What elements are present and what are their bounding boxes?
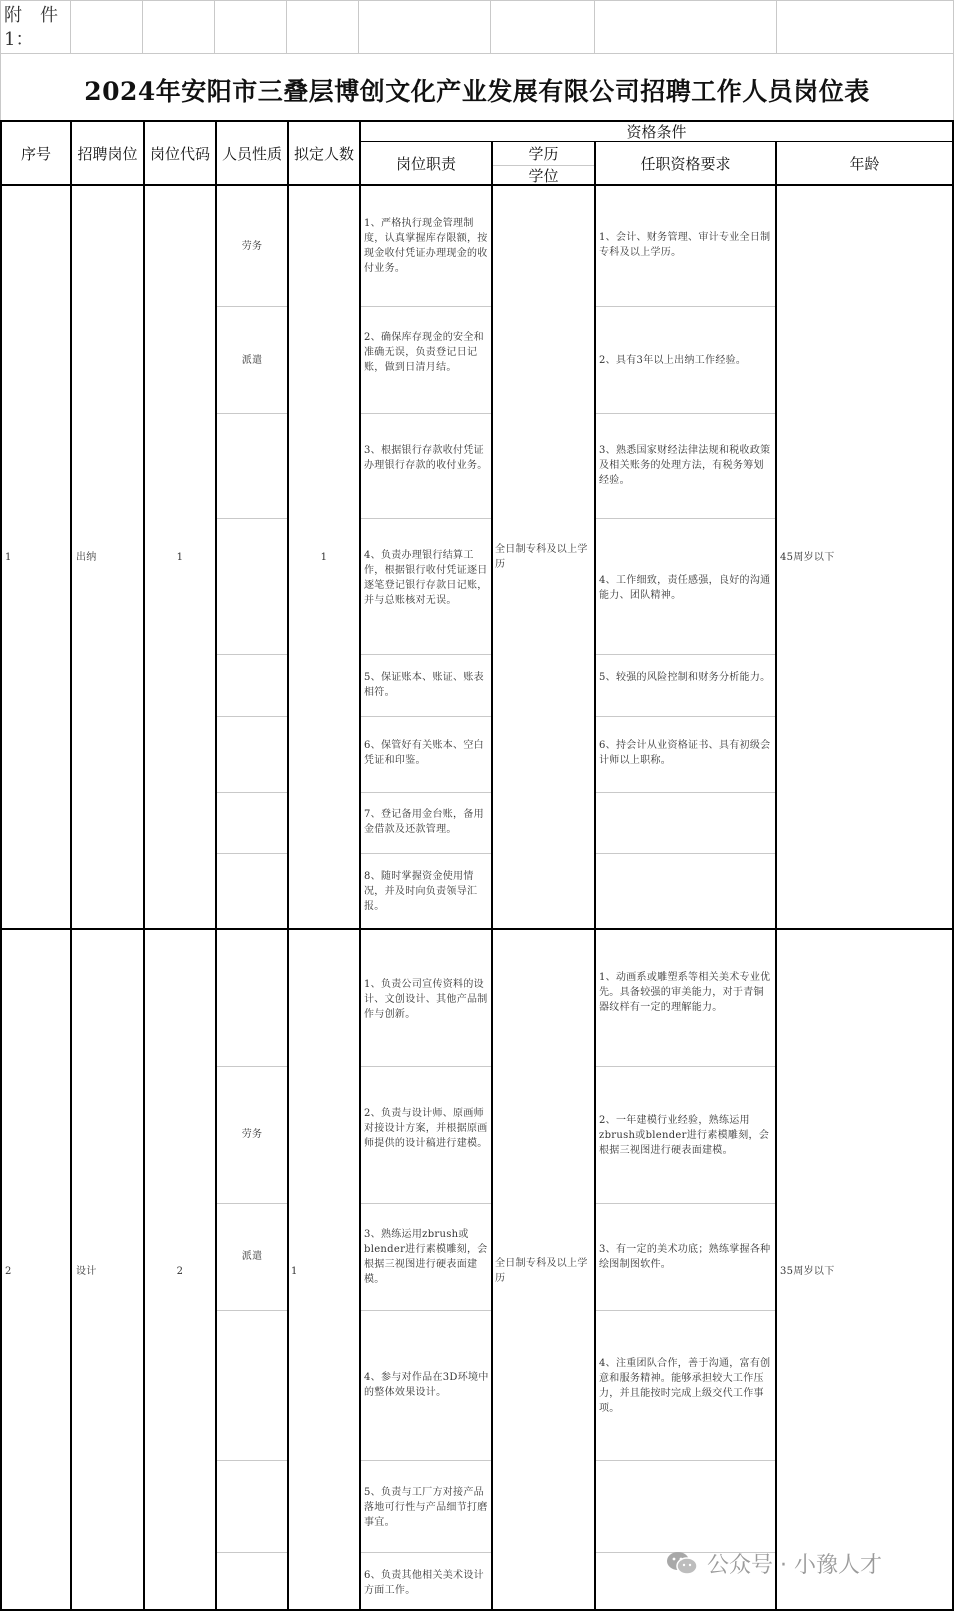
row1-req-5: 5、较强的风险控制和财务分析能力。 — [599, 672, 771, 683]
row1-nature-2: 派遣 — [241, 355, 263, 366]
row2-req-1: 1、动画系或雕塑系等相关美术专业优先。具备较强的审美能力，对于青铜器纹样有一定的理解能力。 — [599, 972, 771, 1013]
header-edu-line1: 学历 — [528, 145, 559, 163]
row1-position: 出纳 — [76, 552, 97, 563]
row1-duty-8: 8、随时掌握资金使用情况，并及时向负责领导汇报。 — [364, 871, 478, 912]
header-duties: 岗位职责 — [395, 154, 456, 173]
row1-nature-1: 劳务 — [241, 241, 263, 252]
header-qualification: 资格条件 — [626, 123, 687, 141]
row2-position: 设计 — [76, 1266, 97, 1277]
row1-age: 45周岁以下 — [780, 552, 835, 563]
row1-req-6: 6、持会计从业资格证书、具有初级会计师以上职称。 — [599, 740, 771, 766]
row2-duty-3: 3、熟练运用zbrush或blender进行素模雕刻，会根据三视图进行硬表面建模。 — [364, 1229, 488, 1285]
row2-req-2: 2、一年建模行业经验，熟练运用zbrush或blender进行素模雕刻，会根据三视图进行硬表面建模。 — [599, 1115, 770, 1156]
row2-duty-1: 1、负责公司宣传资料的设计、文创设计、其他产品制作与创新。 — [364, 979, 488, 1020]
row1-duty-1: 1、严格执行现金管理制度，认真掌握库存限额，按现金收付凭证办理现金的收付业务。 — [364, 218, 488, 274]
row2-req-3: 3、有一定的美术功底；熟练掌握各种绘图制图软件。 — [599, 1244, 771, 1270]
header-age: 年龄 — [849, 154, 880, 173]
watermark — [665, 1545, 882, 1581]
watermark-text: 公众号 · 小豫人才 — [707, 1552, 882, 1578]
header-seq: 序号 — [20, 144, 51, 163]
row2-duty-6: 6、负责其他相关美术设计方面工作。 — [364, 1570, 484, 1596]
page-title: 2024年安阳市三叠层博创文化产业发展有限公司招聘工作人员岗位表 — [84, 77, 870, 106]
header-requirements: 任职资格要求 — [640, 154, 731, 173]
row2-age: 35周岁以下 — [780, 1266, 835, 1277]
header-nature: 人员性质 — [221, 144, 282, 163]
row1-duty-3: 3、根据银行存款收付凭证办理银行存款的收付业务。 — [364, 445, 488, 471]
row1-req-4: 4、工作细致，责任感强，良好的沟通能力、团队精神。 — [599, 575, 771, 601]
attachment-label-line2: 1： — [4, 29, 34, 50]
header-count: 拟定人数 — [293, 144, 354, 163]
row2-nature-2: 派遣 — [241, 1251, 263, 1262]
row1-code: 1 — [176, 552, 184, 563]
row2-edu: 全日制专科及以上学历 — [495, 1258, 588, 1284]
header-code: 岗位代码 — [149, 144, 210, 163]
row1-seq: 1 — [5, 552, 12, 563]
row2-seq: 2 — [5, 1266, 12, 1277]
attachment-label — [4, 4, 68, 52]
header-position: 招聘岗位 — [77, 144, 138, 163]
row1-req-2: 2、具有3年以上出纳工作经验。 — [599, 355, 747, 366]
row1-count: 1 — [320, 552, 328, 563]
row2-duty-4: 4、参与对作品在3D环境中的整体效果设计。 — [364, 1372, 489, 1398]
row1-duty-4: 4、负责办理银行结算工作，根据银行收付凭证逐日逐笔登记银行存款日记账，并与总账核对无误。 — [364, 550, 488, 606]
row1-edu: 全日制专科及以上学历 — [495, 544, 588, 570]
row2-req-4: 4、注重团队合作，善于沟通，富有创意和服务精神。能够承担较大工作压力，并且能按时完成上级交代工作事项。 — [599, 1358, 771, 1414]
row2-duty-2: 2、负责与设计师、原画师对接设计方案，并根据原画师提供的设计稿进行建模。 — [364, 1108, 488, 1149]
row1-duty-6: 6、保管好有关账本、空白凭证和印鉴。 — [364, 740, 484, 766]
attachment-label-line1: 附 件 — [4, 5, 58, 26]
row2-nature-1: 劳务 — [241, 1129, 263, 1140]
row1-duty-5: 5、保证账本、账证、账表相符。 — [364, 672, 484, 698]
row2-code: 2 — [176, 1266, 184, 1277]
wechat-icon — [665, 1549, 699, 1577]
row1-req-1: 1、会计、财务管理、审计专业全日制专科及以上学历。 — [599, 232, 771, 258]
header-edu-line2: 学位 — [528, 166, 559, 185]
row1-req-3: 3、熟悉国家财经法律法规和税收政策及相关账务的处理方法，有税务筹划经验。 — [599, 445, 771, 486]
row1-duty-7: 7、登记备用金台账，备用金借款及还款管理。 — [364, 809, 484, 835]
row1-duty-2: 2、确保库存现金的安全和准确无误，负责登记日记账，做到日清月结。 — [364, 332, 484, 373]
row2-count: 1 — [291, 1266, 298, 1277]
row2-duty-5: 5、负责与工厂方对接产品落地可行性与产品细节打磨事宜。 — [364, 1487, 488, 1528]
